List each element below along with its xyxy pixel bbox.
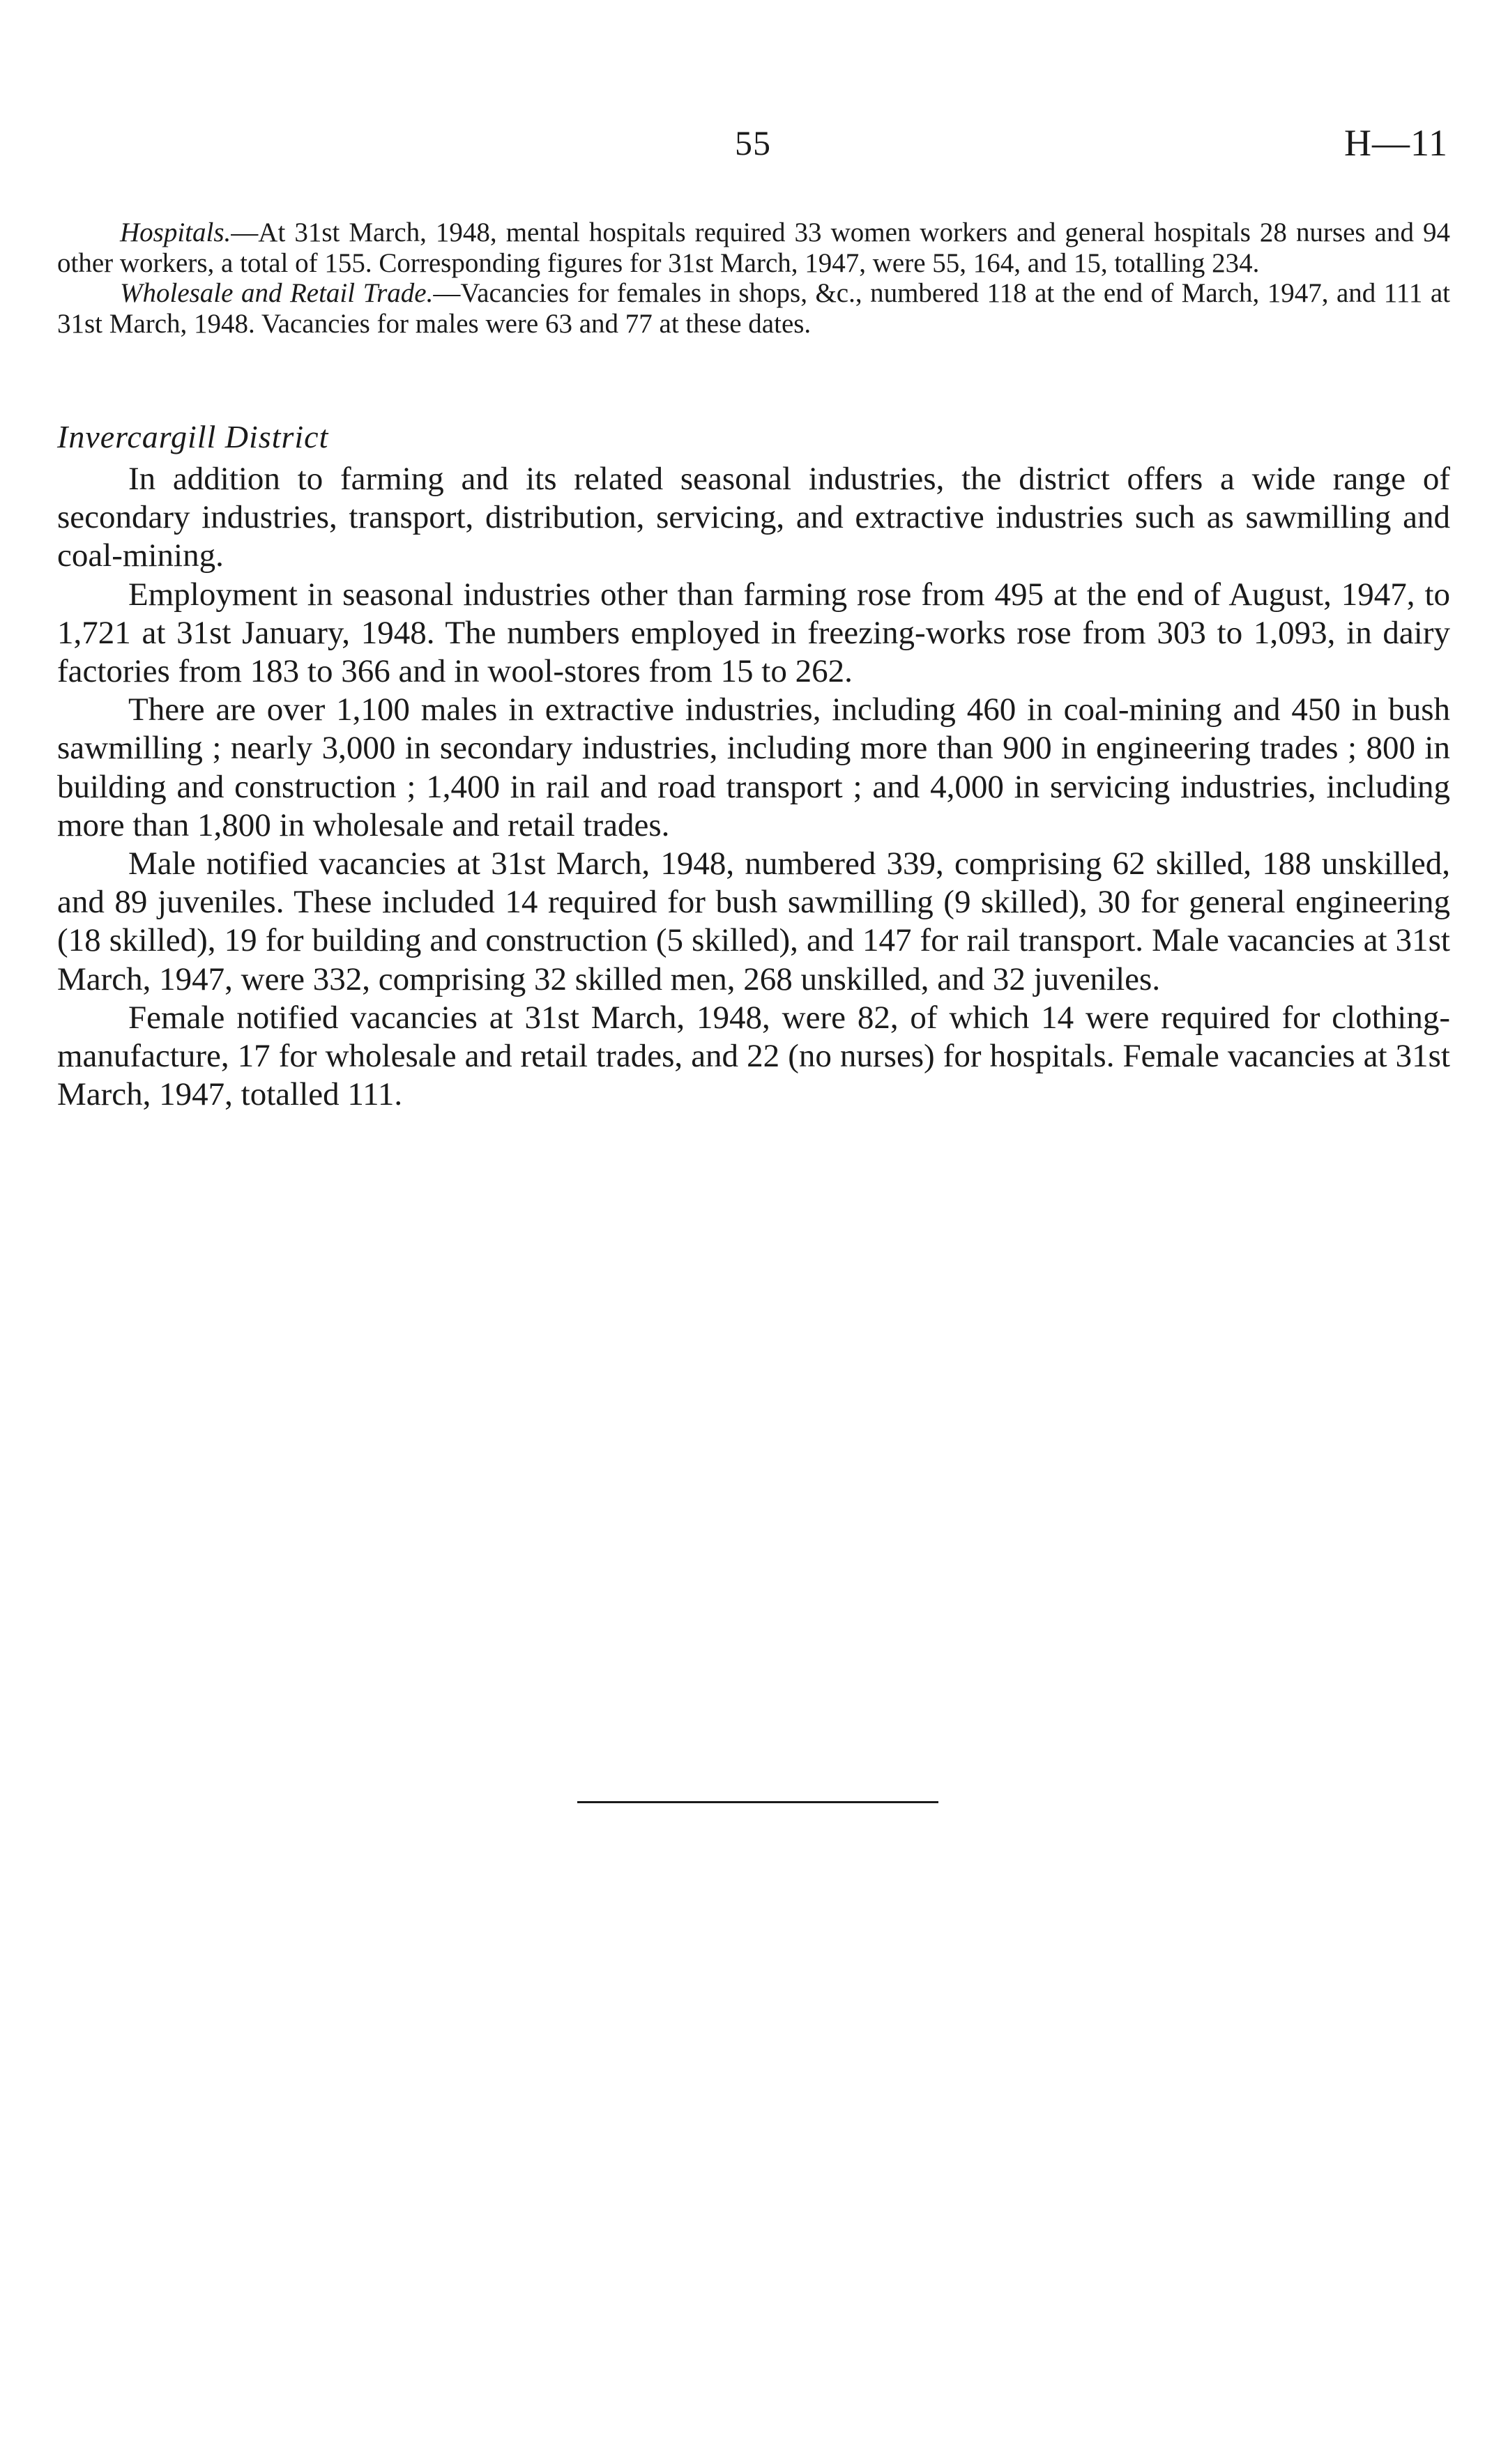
small-print-section <box>57 217 1450 339</box>
body-paragraph: In addition to farming and its related seasonal industries, the district offers a wide range of secondary industries, transport, distribution, servicing, and extractive industries such as sawmilling and coal-mining. <box>57 461 1450 574</box>
hospitals-text: —At 31st March, 1948, mental hospitals required 33 women workers and general hospitals 28 nurses and 94 other workers, a total of 155. Corresponding figures for 31st March, 1947, were 55, 164, and 15, totalling 234. <box>57 217 1450 278</box>
hospitals-run-in-heading: Hospitals. <box>120 217 231 247</box>
body-paragraph: Employment in seasonal industries other than farming rose from 495 at the end of August, 1947, to 1,721 at 31st January, 1948. The numbers employed in freezing-works rose from 303 to 1,093, in dairy factories from 183 to 366 and in wool-stores from 15 to 262. <box>57 576 1450 690</box>
body-paragraph: Male notified vacancies at 31st March, 1948, numbered 339, comprising 62 skilled, 188 unskilled, and 89 juveniles. These included 14 required for bush sawmilling (9 skilled), 30 for general engineering (18 skilled), 19 for building and construction (5 skilled), and 147 for rail transport. Male vacancies at 31st March, 1947, were 332, comprising 32 skilled men, 268 unskilled, and 32 juveniles. <box>57 845 1450 997</box>
document-code: H—11 <box>1344 122 1448 164</box>
wholesale-retail-paragraph <box>57 278 1450 339</box>
end-rule-divider <box>577 1801 938 1803</box>
wholesale-retail-text: —Vacancies for females in shops, &c., numbered 118 at the end of March, 1947, and 111 at 31st March, 1948. Vacancies for males were 63 and 77 at these dates. <box>57 278 1450 339</box>
wholesale-retail-run-in-heading: Wholesale and Retail Trade. <box>120 278 434 308</box>
section-heading: Invercargill District <box>57 419 329 454</box>
invercargill-section-body <box>57 460 1450 1114</box>
hospitals-paragraph <box>57 217 1450 278</box>
body-paragraph: There are over 1,100 males in extractive industries, including 460 in coal-mining and 450 in bush sawmilling ; nearly 3,000 in secondary industries, including more than 900 in engineering trades ; 800 in building and construction ; 1,400 in rail and road transport ; and 4,000 in servicing industries, including more than 1,800 in wholesale and retail trades. <box>57 691 1450 843</box>
body-paragraph: Female notified vacancies at 31st March, 1948, were 82, of which 14 were required for clothing-manufacture, 17 for wholesale and retail trades, and 22 (no nurses) for hospitals. Female vacancies at 31st March, 1947, totalled 111. <box>57 999 1450 1113</box>
page-number: 55 <box>735 123 771 162</box>
